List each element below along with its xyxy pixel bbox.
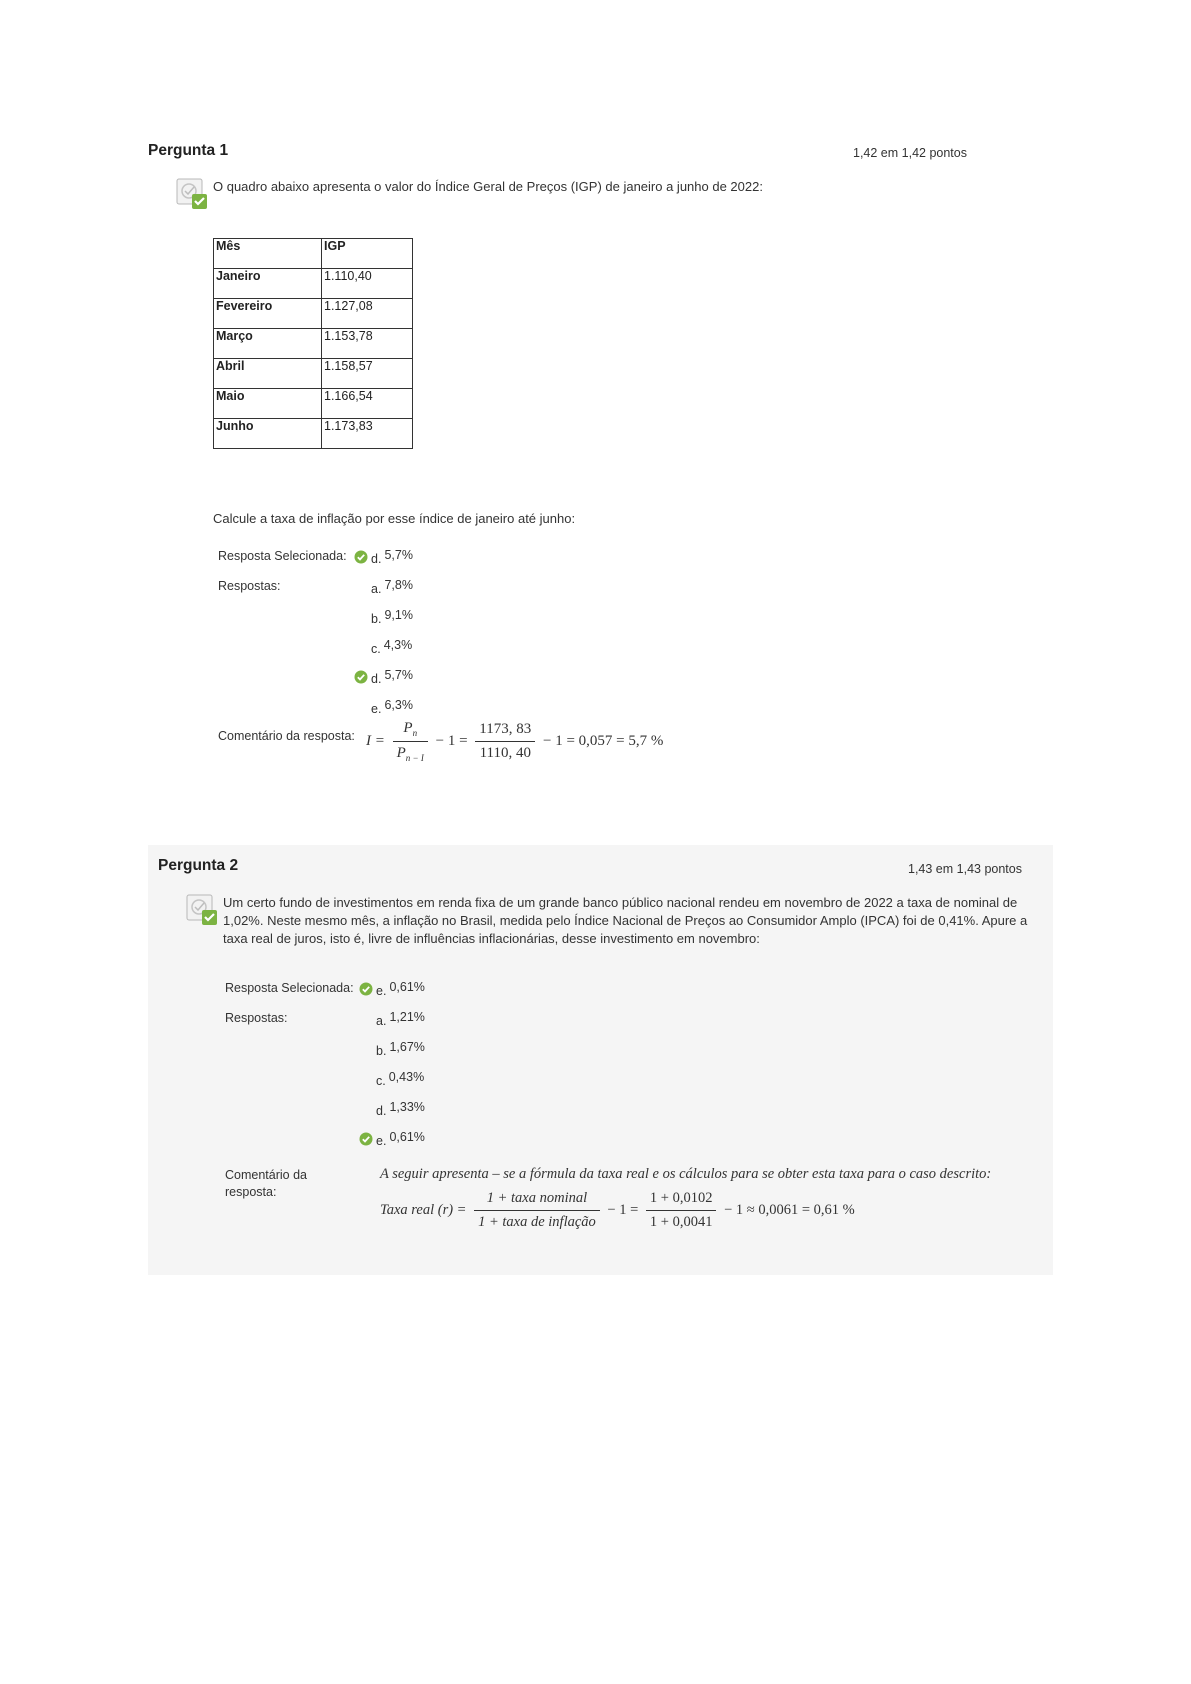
table-cell: 1.153,78 [322,329,413,359]
answer-option-d [354,668,413,684]
table-row [214,389,413,419]
formula-den-value: 1 + 0,0041 [649,1214,713,1230]
table-cell: 1.173,83 [322,419,413,449]
selected-answer [354,548,413,564]
table-row [214,359,413,389]
answer-value: 0,43% [388,1070,425,1084]
igp-table [213,238,413,449]
question-text: O quadro abaixo apresenta o valor do Índice Geral de Preços (IGP) de janeiro a junho de 2022: [213,179,763,194]
question-1 [148,130,1048,830]
table-cell: Maio [214,389,322,419]
selected-answer [359,980,425,996]
formula-result: − 1 ≈ 0,0061 = 0,61 % [724,1201,855,1218]
graded-correct-icon [176,178,208,210]
table-cell: Janeiro [214,269,322,299]
question-2 [148,845,1053,1275]
table-cell: 1.158,57 [322,359,413,389]
answer-letter: e. [376,984,387,998]
comment-formula [366,720,663,763]
comment-formula-intro: A seguir apresenta – se a fórmula da taxa real e os cálculos para se obter esta taxa para o caso descrito: [380,1166,992,1182]
table-cell: 1.110,40 [322,269,413,299]
question-text: Um certo fundo de investimentos em renda fixa de um grande banco público nacional rendeu em novembro de 2022 a taxa de nominal de 1,02%. Neste mesmo mês, a inflação no Brasil, medida pelo Índice Nacional de Preços ao Consumidor Amplo (IPCA) foi de 0,41%. Apure a taxa real de juros, isto é, livre de influências inflacionárias, desse investimento em novembro: [223,895,1028,946]
answers-label: Respostas: [225,1011,288,1025]
answer-letter: c. [371,642,381,656]
answer-option-b [376,1040,425,1058]
answer-letter: e. [371,702,382,716]
table-header-cell: IGP [322,239,413,269]
answer-option-e [371,698,413,716]
answer-option-a [371,578,413,596]
formula-num-value: 1 + 0,0102 [646,1190,717,1211]
answer-value: 1,21% [389,1010,425,1024]
selected-answer-label: Resposta Selecionada: [218,549,347,563]
answer-value: 9,1% [384,608,413,622]
comment-label [225,1167,307,1201]
formula-fraction-p [393,720,428,763]
comment-label-line2: resposta: [225,1185,277,1199]
selected-answer-label: Resposta Selecionada: [225,981,354,995]
table-cell: Junho [214,419,322,449]
answer-letter: b. [376,1044,387,1058]
comment-formula [380,1190,855,1231]
answer-value: 4,3% [383,638,413,652]
formula-num-value: 1173, 83 [475,721,535,742]
answer-letter: b. [371,612,382,626]
formula-result: − 1 = 0,057 = 5,7 % [543,732,664,749]
formula-fraction-symbolic [474,1190,600,1231]
question-title: Pergunta 2 [158,857,239,874]
correct-check-icon [354,670,368,684]
answer-option-c [371,638,413,656]
answer-letter: d. [371,672,382,686]
answer-letter: c. [376,1074,386,1088]
question-title: Pergunta 1 [148,142,229,159]
answer-option-a [376,1010,425,1028]
correct-check-icon [354,550,368,564]
correct-check-icon [359,982,373,996]
answer-value: 7,8% [384,578,413,592]
answer-value: 0,61% [389,1130,425,1144]
table-cell: Abril [214,359,322,389]
table-cell: Fevereiro [214,299,322,329]
table-row [214,299,413,329]
table-row [214,419,413,449]
formula-minus-one: − 1 = [607,1201,639,1218]
answer-option-c [376,1070,425,1088]
answer-option-d [376,1100,425,1118]
table-cell: 1.166,54 [322,389,413,419]
formula-lhs: I = [366,732,385,749]
table-cell: 1.127,08 [322,299,413,329]
answer-letter: d. [376,1104,387,1118]
table-row [214,329,413,359]
question-points: 1,42 em 1,42 pontos [853,146,967,160]
answer-option-e [359,1130,425,1146]
table-cell: Março [214,329,322,359]
comment-label-line1: Comentário da [225,1168,307,1182]
answer-option-b [371,608,413,626]
answer-value: 5,7% [384,668,413,682]
table-header-cell: Mês [214,239,322,269]
answer-value: 6,3% [384,698,413,712]
formula-fraction-values [475,721,535,762]
formula-den-sub: n − I [405,753,424,763]
formula-num-var: P [403,720,413,736]
answer-letter: a. [376,1014,387,1028]
formula-num-symbolic: 1 + taxa nominal [474,1190,600,1211]
comment-label: Comentário da resposta: [218,729,355,743]
formula-den-var: P [396,745,406,761]
answer-letter: e. [376,1134,387,1148]
answer-value: 5,7% [384,548,413,562]
question-points: 1,43 em 1,43 pontos [908,862,1022,876]
answer-value: 1,67% [389,1040,425,1054]
answer-value: 0,61% [389,980,425,994]
formula-den-symbolic: 1 + taxa de inflação [478,1214,596,1230]
formula-den-value: 1110, 40 [479,745,531,761]
formula-lhs: Taxa real (r) = [380,1201,467,1218]
answers-label: Respostas: [218,579,281,593]
answer-letter: a. [371,582,382,596]
formula-fraction-values [646,1190,717,1231]
question-prompt: Calcule a taxa de inflação por esse índice de janeiro até junho: [213,511,576,526]
answer-value: 1,33% [389,1100,425,1114]
correct-check-icon [359,1132,373,1146]
table-header-row [214,239,413,269]
graded-correct-icon [186,894,218,926]
answer-letter: d. [371,552,382,566]
table-row [214,269,413,299]
formula-minus-one: − 1 = [435,732,468,749]
formula-num-sub: n [412,728,418,738]
